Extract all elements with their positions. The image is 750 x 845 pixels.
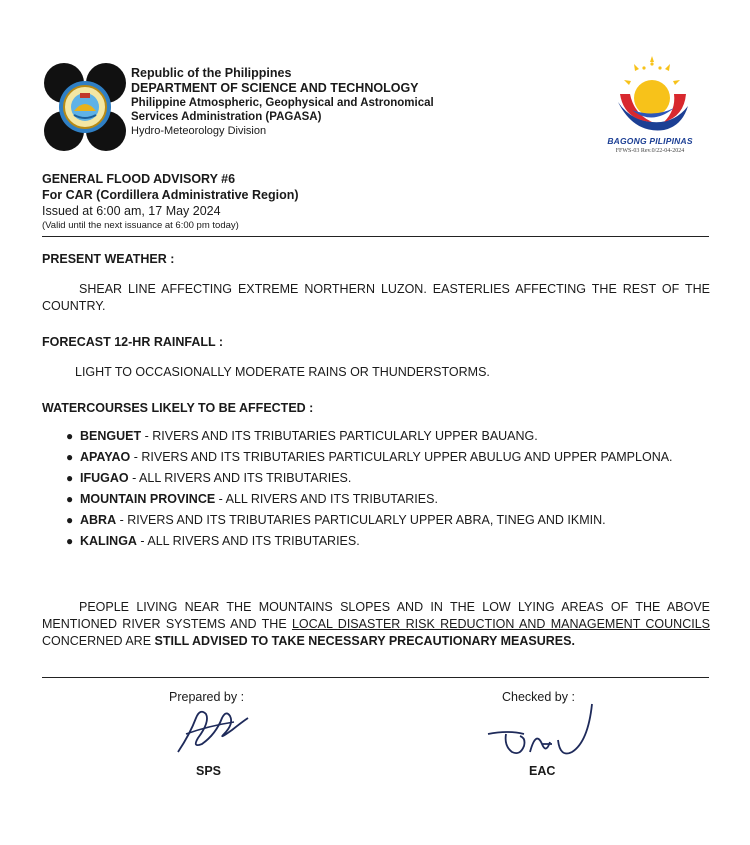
bullet-icon: ● (66, 429, 74, 443)
province-name: IFUGAO (80, 471, 129, 485)
forecast-heading: FORECAST 12-HR RAINFALL : (42, 335, 224, 349)
province-detail: - ALL RIVERS AND ITS TRIBUTARIES. (215, 492, 438, 506)
bullet-icon: ● (66, 534, 74, 548)
checked-by-name: EAC (529, 764, 556, 778)
advice-text-1: PEOPLE LIVING NEAR THE MOUNTAINS SLOPES AND IN THE LOW LYING AREAS OF THE ABOVE MENTIONED RIVER SYSTEMS AND THE (42, 600, 710, 631)
header-divider (42, 236, 709, 237)
advice-text-2: CONCERNED ARE (42, 634, 155, 648)
issued-time: Issued at 6:00 am, 17 May 2024 (42, 204, 221, 218)
province-detail: - ALL RIVERS AND ITS TRIBUTARIES. (136, 534, 360, 548)
list-item (62, 470, 682, 487)
province-detail: - ALL RIVERS AND ITS TRIBUTARIES. (128, 471, 352, 485)
organization-header (131, 66, 434, 139)
list-item (62, 533, 682, 550)
forecast-text: LIGHT TO OCCASIONALLY MODERATE RAINS OR THUNDERSTORMS. (75, 365, 490, 379)
footer-divider (42, 677, 709, 678)
division-line: Hydro-Meteorology Division (131, 125, 267, 137)
agency-line-2: Services Administration (PAGASA) (131, 111, 322, 123)
pagasa-logo (44, 63, 126, 151)
list-item (62, 491, 682, 508)
bullet-icon: ● (66, 513, 74, 527)
republic-line: Republic of the Philippines (131, 66, 292, 80)
province-name: APAYAO (80, 450, 131, 464)
province-name: MOUNTAIN PROVINCE (80, 492, 216, 506)
advice-councils: LOCAL DISASTER RISK REDUCTION AND MANAGEMENT COUNCILS (291, 617, 711, 631)
bullet-icon: ● (66, 450, 74, 464)
validity-note: (Valid until the next issuance at 6:00 pm today) (42, 220, 239, 231)
agency-line-1: Philippine Atmospheric, Geophysical and Astronomical (131, 97, 434, 109)
department-line: DEPARTMENT OF SCIENCE AND TECHNOLOGY (131, 81, 419, 95)
bullet-icon: ● (66, 471, 74, 485)
checked-signature (484, 700, 600, 764)
present-weather-text: SHEAR LINE AFFECTING EXTREME NORTHERN LUZON. EASTERLIES AFFECTING THE REST OF THE COUNTRY. (42, 282, 710, 313)
advisory-title: GENERAL FLOOD ADVISORY #6 (42, 172, 236, 186)
province-name: ABRA (80, 513, 117, 527)
list-item (62, 449, 682, 466)
checked-by-label: Checked by : (502, 690, 575, 704)
list-item (62, 512, 682, 529)
province-name: BENGUET (80, 429, 142, 443)
province-name: KALINGA (80, 534, 137, 548)
bagong-pilipinas-label: BAGONG PILIPINAS (607, 136, 693, 146)
prepared-signature (172, 704, 252, 758)
prepared-by-name: SPS (196, 764, 222, 778)
prepared-by-label: Prepared by : (169, 690, 245, 704)
province-detail: - RIVERS AND ITS TRIBUTARIES PARTICULARLY UPPER BAUANG. (141, 429, 538, 443)
advice-emphasis: STILL ADVISED TO TAKE NECESSARY PRECAUTIONARY MEASURES. (154, 634, 575, 648)
watercourses-list (62, 428, 682, 554)
advisory-region: For CAR (Cordillera Administrative Region) (42, 188, 299, 202)
advisory-title-block (42, 171, 299, 232)
bullet-icon: ● (66, 492, 74, 506)
present-weather-heading: PRESENT WEATHER : (42, 252, 175, 266)
province-detail: - RIVERS AND ITS TRIBUTARIES PARTICULARLY UPPER ABRA, TINEG AND IKMIN. (116, 513, 606, 527)
form-code: FFWS-03 Rev.0/22-04-2024 (615, 148, 685, 154)
province-detail: - RIVERS AND ITS TRIBUTARIES PARTICULARLY UPPER ABULUG AND UPPER PAMPLONA. (130, 450, 673, 464)
advice-paragraph (42, 599, 710, 650)
list-item (62, 428, 682, 445)
watercourses-heading: WATERCOURSES LIKELY TO BE AFFECTED : (42, 401, 314, 415)
